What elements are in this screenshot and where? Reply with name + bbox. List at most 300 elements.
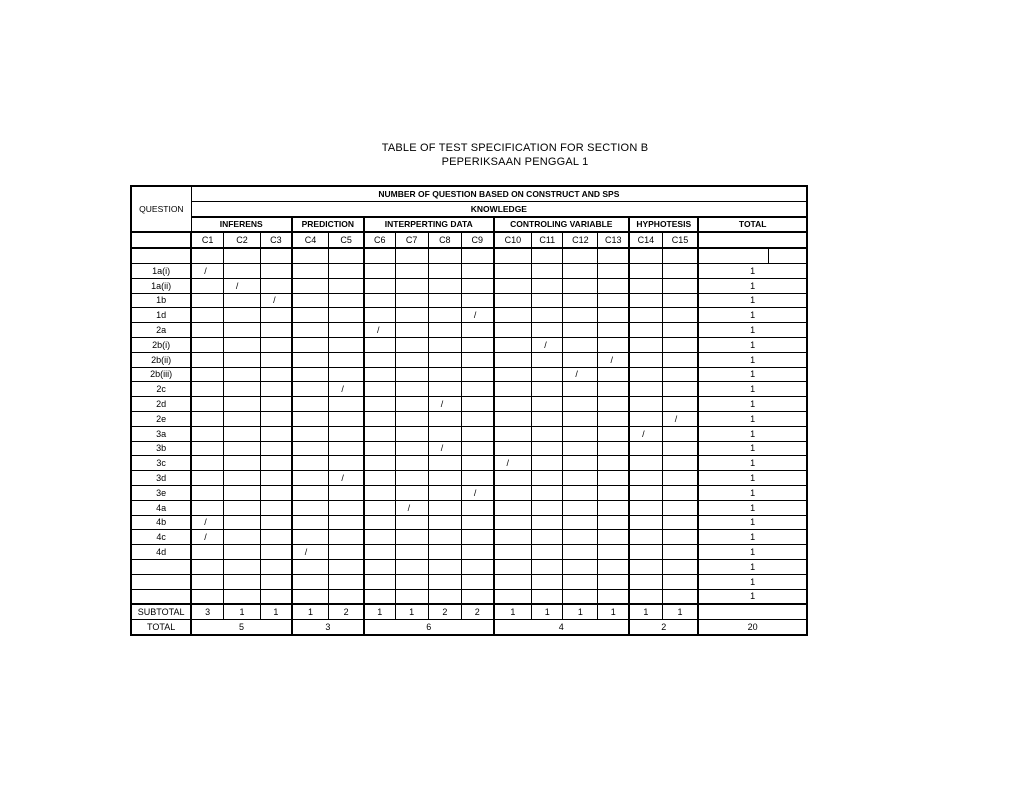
column-header-c8: C8: [428, 232, 461, 248]
table-row: [131, 500, 807, 515]
blank-cell: [329, 248, 364, 263]
question-label: 4b: [131, 515, 191, 530]
mark-cell: [629, 293, 662, 308]
mark-cell: [494, 589, 532, 604]
subtotal-value: 1: [563, 604, 598, 619]
column-header-c15: C15: [662, 232, 698, 248]
table-row: [131, 441, 807, 456]
total-label: TOTAL: [131, 620, 191, 635]
mark-cell: [191, 367, 223, 382]
mark-cell: [629, 441, 662, 456]
table-row: [131, 263, 807, 278]
mark-cell: [191, 352, 223, 367]
mark-cell: [364, 559, 395, 574]
mark-cell: [395, 308, 428, 323]
column-header-c9: C9: [461, 232, 493, 248]
blank-cell: [395, 248, 428, 263]
mark-cell: [563, 263, 598, 278]
mark-cell: [494, 500, 532, 515]
mark-cell: [532, 323, 563, 338]
mark-cell: [563, 308, 598, 323]
mark-cell: [364, 574, 395, 589]
mark-cell: [629, 352, 662, 367]
mark-cell: [191, 441, 223, 456]
mark-cell: [223, 574, 260, 589]
table-row: [131, 367, 807, 382]
mark-cell: [292, 352, 329, 367]
question-label: 3c: [131, 456, 191, 471]
subtotal-total-cell: [698, 604, 807, 619]
mark-cell: [428, 515, 461, 530]
mark-cell: [629, 500, 662, 515]
column-header-c4: C4: [292, 232, 329, 248]
mark-cell: [292, 263, 329, 278]
mark-cell: [292, 515, 329, 530]
mark-cell: [364, 411, 395, 426]
mark-cell: [494, 471, 532, 486]
question-label: 2e: [131, 411, 191, 426]
mark-cell: [329, 545, 364, 560]
row-total: 1: [698, 308, 807, 323]
blank-cell: [532, 248, 563, 263]
mark-cell: [494, 574, 532, 589]
mark-cell: [428, 337, 461, 352]
mark-cell: [428, 367, 461, 382]
mark-cell: [292, 500, 329, 515]
check-mark: /: [407, 502, 411, 513]
mark-cell: [532, 515, 563, 530]
mark-cell: [395, 323, 428, 338]
row-total: 1: [698, 589, 807, 604]
mark-cell: [662, 367, 698, 382]
mark-cell: [598, 411, 629, 426]
table-row: [131, 515, 807, 530]
mark-cell: [494, 441, 532, 456]
group-interpreting-data: INTERPERTING DATA: [364, 217, 494, 233]
mark-cell: [223, 471, 260, 486]
mark-cell: [532, 545, 563, 560]
mark-cell: [461, 559, 493, 574]
subtotal-value: 2: [329, 604, 364, 619]
mark-cell: [292, 278, 329, 293]
check-mark: /: [204, 532, 207, 543]
mark-cell: [494, 559, 532, 574]
mark-cell: [532, 500, 563, 515]
mark-cell: [261, 367, 292, 382]
mark-cell: [191, 323, 223, 338]
mark-cell: [532, 456, 563, 471]
mark-cell: [494, 293, 532, 308]
mark-cell: [364, 500, 395, 515]
mark-cell: [329, 471, 364, 486]
mark-cell: [223, 456, 260, 471]
mark-cell: [629, 337, 662, 352]
mark-cell: [629, 411, 662, 426]
mark-cell: [364, 278, 395, 293]
mark-cell: [563, 485, 598, 500]
mark-cell: [223, 559, 260, 574]
mark-cell: [461, 278, 493, 293]
mark-cell: [261, 574, 292, 589]
mark-cell: [494, 382, 532, 397]
blank-cell: [131, 248, 191, 263]
column-header-c3: C3: [261, 232, 292, 248]
mark-cell: [461, 382, 493, 397]
question-label: 3b: [131, 441, 191, 456]
blank-cell: [261, 248, 292, 263]
column-header-c1: C1: [191, 232, 223, 248]
mark-cell: [329, 367, 364, 382]
subtotal-value: 1: [598, 604, 629, 619]
mark-cell: [629, 308, 662, 323]
group-prediction: PREDICTION: [292, 217, 364, 233]
table-row: [131, 530, 807, 545]
mark-cell: [461, 545, 493, 560]
question-label: 4a: [131, 500, 191, 515]
check-mark: /: [440, 399, 444, 410]
mark-cell: [428, 263, 461, 278]
grand-total: 20: [698, 620, 807, 635]
mark-cell: [191, 278, 223, 293]
mark-cell: [329, 397, 364, 412]
question-label: 4c: [131, 530, 191, 545]
mark-cell: [292, 456, 329, 471]
mark-cell: [428, 308, 461, 323]
mark-cell: [395, 263, 428, 278]
mark-cell: [292, 411, 329, 426]
mark-cell: [662, 515, 698, 530]
check-mark: /: [204, 265, 207, 276]
table-row: [131, 293, 807, 308]
question-label: 4d: [131, 545, 191, 560]
mark-cell: [598, 545, 629, 560]
mark-cell: [598, 308, 629, 323]
mark-cell: [364, 530, 395, 545]
mark-cell: [563, 574, 598, 589]
mark-cell: [494, 352, 532, 367]
mark-cell: [395, 545, 428, 560]
mark-cell: [461, 308, 493, 323]
mark-cell: [292, 337, 329, 352]
mark-cell: [563, 352, 598, 367]
mark-cell: [428, 589, 461, 604]
mark-cell: [329, 559, 364, 574]
mark-cell: [532, 308, 563, 323]
table-row: [131, 323, 807, 338]
mark-cell: [532, 278, 563, 293]
mark-cell: [494, 263, 532, 278]
subtotal-label: SUBTOTAL: [131, 604, 191, 619]
check-mark: /: [204, 517, 207, 528]
mark-cell: [461, 411, 493, 426]
mark-cell: [428, 397, 461, 412]
mark-cell: [329, 515, 364, 530]
mark-cell: [329, 278, 364, 293]
mark-cell: [261, 352, 292, 367]
table-row: [131, 397, 807, 412]
row-total: 1: [698, 352, 807, 367]
mark-cell: [428, 293, 461, 308]
mark-cell: [629, 367, 662, 382]
mark-cell: [395, 426, 428, 441]
mark-cell: [223, 485, 260, 500]
mark-cell: [191, 456, 223, 471]
header-row-knowledge: [131, 201, 807, 216]
mark-cell: [261, 515, 292, 530]
mark-cell: [629, 545, 662, 560]
mark-cell: [395, 485, 428, 500]
mark-cell: [191, 545, 223, 560]
mark-cell: [395, 293, 428, 308]
mark-cell: [598, 323, 629, 338]
mark-cell: [395, 278, 428, 293]
mark-cell: [494, 545, 532, 560]
mark-cell: [629, 559, 662, 574]
mark-cell: [261, 456, 292, 471]
mark-cell: [329, 589, 364, 604]
row-total: 1: [698, 515, 807, 530]
mark-cell: [261, 471, 292, 486]
mark-cell: [292, 559, 329, 574]
mark-cell: [428, 382, 461, 397]
mark-cell: [598, 456, 629, 471]
mark-cell: [191, 500, 223, 515]
row-total: 1: [698, 263, 807, 278]
mark-cell: [461, 471, 493, 486]
mark-cell: [598, 278, 629, 293]
mark-cell: [364, 323, 395, 338]
column-header-c14: C14: [629, 232, 662, 248]
blank-cell: [292, 248, 329, 263]
mark-cell: [364, 352, 395, 367]
mark-cell: [261, 263, 292, 278]
mark-cell: [428, 352, 461, 367]
column-header-c7: C7: [395, 232, 428, 248]
mark-cell: [662, 411, 698, 426]
table-row: [131, 352, 807, 367]
mark-cell: [461, 485, 493, 500]
header-row-construct: [131, 186, 807, 201]
table-row: [131, 337, 807, 352]
blank-cell: [461, 248, 493, 263]
mark-cell: [395, 456, 428, 471]
mark-cell: [662, 545, 698, 560]
mark-cell: [598, 382, 629, 397]
mark-cell: [329, 308, 364, 323]
subtotal-value: 1: [629, 604, 662, 619]
total-row: [131, 620, 807, 635]
mark-cell: [629, 263, 662, 278]
mark-cell: [261, 411, 292, 426]
mark-cell: [461, 293, 493, 308]
mark-cell: [629, 456, 662, 471]
mark-cell: [563, 589, 598, 604]
column-header-c10: C10: [494, 232, 532, 248]
mark-cell: [598, 485, 629, 500]
question-label: 2c: [131, 382, 191, 397]
mark-cell: [428, 441, 461, 456]
mark-cell: [395, 411, 428, 426]
mark-cell: [494, 411, 532, 426]
mark-cell: [494, 426, 532, 441]
mark-cell: [662, 337, 698, 352]
mark-cell: [261, 426, 292, 441]
check-mark: /: [642, 428, 645, 439]
mark-cell: [364, 485, 395, 500]
question-label: 3a: [131, 426, 191, 441]
mark-cell: [261, 337, 292, 352]
table-row: [131, 278, 807, 293]
mark-cell: [191, 559, 223, 574]
mark-cell: [292, 485, 329, 500]
mark-cell: [662, 397, 698, 412]
column-header-c12: C12: [563, 232, 598, 248]
mark-cell: [329, 530, 364, 545]
mark-cell: [532, 426, 563, 441]
mark-cell: [364, 337, 395, 352]
question-label: 2d: [131, 397, 191, 412]
mark-cell: [629, 382, 662, 397]
mark-cell: [563, 456, 598, 471]
mark-cell: [532, 530, 563, 545]
mark-cell: [662, 278, 698, 293]
mark-cell: [329, 500, 364, 515]
mark-cell: [395, 441, 428, 456]
mark-cell: [191, 485, 223, 500]
mark-cell: [629, 278, 662, 293]
mark-cell: [364, 515, 395, 530]
total-header: TOTAL: [698, 217, 807, 233]
mark-cell: [292, 545, 329, 560]
mark-cell: [395, 515, 428, 530]
mark-cell: [223, 397, 260, 412]
mark-cell: [395, 589, 428, 604]
mark-cell: [494, 515, 532, 530]
mark-cell: [223, 308, 260, 323]
mark-cell: [329, 293, 364, 308]
mark-cell: [191, 397, 223, 412]
mark-cell: [461, 337, 493, 352]
subtotal-value: 2: [461, 604, 493, 619]
row-total: 1: [698, 485, 807, 500]
mark-cell: [662, 485, 698, 500]
mark-cell: [662, 530, 698, 545]
knowledge-header: KNOWLEDGE: [191, 201, 807, 216]
question-column-spacer: [131, 232, 191, 248]
mark-cell: [292, 397, 329, 412]
table-row: [131, 589, 807, 604]
mark-cell: [598, 263, 629, 278]
mark-cell: [428, 471, 461, 486]
mark-cell: [364, 456, 395, 471]
mark-cell: [364, 471, 395, 486]
mark-cell: [532, 411, 563, 426]
group-total: 3: [292, 620, 364, 635]
mark-cell: [223, 426, 260, 441]
check-mark: /: [341, 473, 344, 484]
subtotal-value: 1: [261, 604, 292, 619]
mark-cell: [329, 337, 364, 352]
mark-cell: [598, 515, 629, 530]
column-header-c13: C13: [598, 232, 629, 248]
mark-cell: [191, 293, 223, 308]
mark-cell: [191, 530, 223, 545]
mark-cell: [223, 323, 260, 338]
mark-cell: [428, 426, 461, 441]
group-controling-variable: CONTROLING VARIABLE: [494, 217, 630, 233]
mark-cell: [563, 530, 598, 545]
subtotal-value: 1: [494, 604, 532, 619]
mark-cell: [563, 500, 598, 515]
check-mark: /: [473, 487, 477, 498]
mark-cell: [261, 293, 292, 308]
mark-cell: [532, 367, 563, 382]
blank-cell: [223, 248, 260, 263]
mark-cell: [598, 500, 629, 515]
mark-cell: [223, 500, 260, 515]
check-mark: /: [304, 547, 308, 558]
blank-cell: [364, 248, 395, 263]
question-label: 3e: [131, 485, 191, 500]
mark-cell: [662, 263, 698, 278]
blank-cell: [598, 248, 629, 263]
mark-cell: [428, 411, 461, 426]
mark-cell: [494, 278, 532, 293]
row-total: 1: [698, 559, 807, 574]
mark-cell: [428, 559, 461, 574]
mark-cell: [563, 411, 598, 426]
mark-cell: [364, 545, 395, 560]
check-mark: /: [544, 339, 547, 350]
question-label: 1d: [131, 308, 191, 323]
mark-cell: [662, 382, 698, 397]
mark-cell: [428, 456, 461, 471]
table-row: [131, 559, 807, 574]
mark-cell: [532, 441, 563, 456]
mark-cell: [563, 471, 598, 486]
mark-cell: [662, 441, 698, 456]
mark-cell: [292, 323, 329, 338]
mark-cell: [532, 397, 563, 412]
group-total: 6: [364, 620, 494, 635]
mark-cell: [662, 500, 698, 515]
mark-cell: [494, 323, 532, 338]
mark-cell: [461, 515, 493, 530]
mark-cell: [292, 441, 329, 456]
mark-cell: [598, 471, 629, 486]
mark-cell: [563, 278, 598, 293]
mark-cell: [428, 545, 461, 560]
question-label: 1a(ii): [131, 278, 191, 293]
mark-cell: [494, 337, 532, 352]
subtotal-value: 2: [428, 604, 461, 619]
mark-cell: [461, 323, 493, 338]
mark-cell: [261, 397, 292, 412]
mark-cell: [261, 323, 292, 338]
question-label: 1b: [131, 293, 191, 308]
mark-cell: [292, 589, 329, 604]
mark-cell: [598, 589, 629, 604]
table-row: [131, 574, 807, 589]
check-mark: /: [235, 280, 239, 291]
mark-cell: [329, 352, 364, 367]
table-row: [131, 471, 807, 486]
mark-cell: [364, 441, 395, 456]
mark-cell: [532, 352, 563, 367]
mark-cell: [494, 397, 532, 412]
mark-cell: [223, 515, 260, 530]
mark-cell: [461, 456, 493, 471]
